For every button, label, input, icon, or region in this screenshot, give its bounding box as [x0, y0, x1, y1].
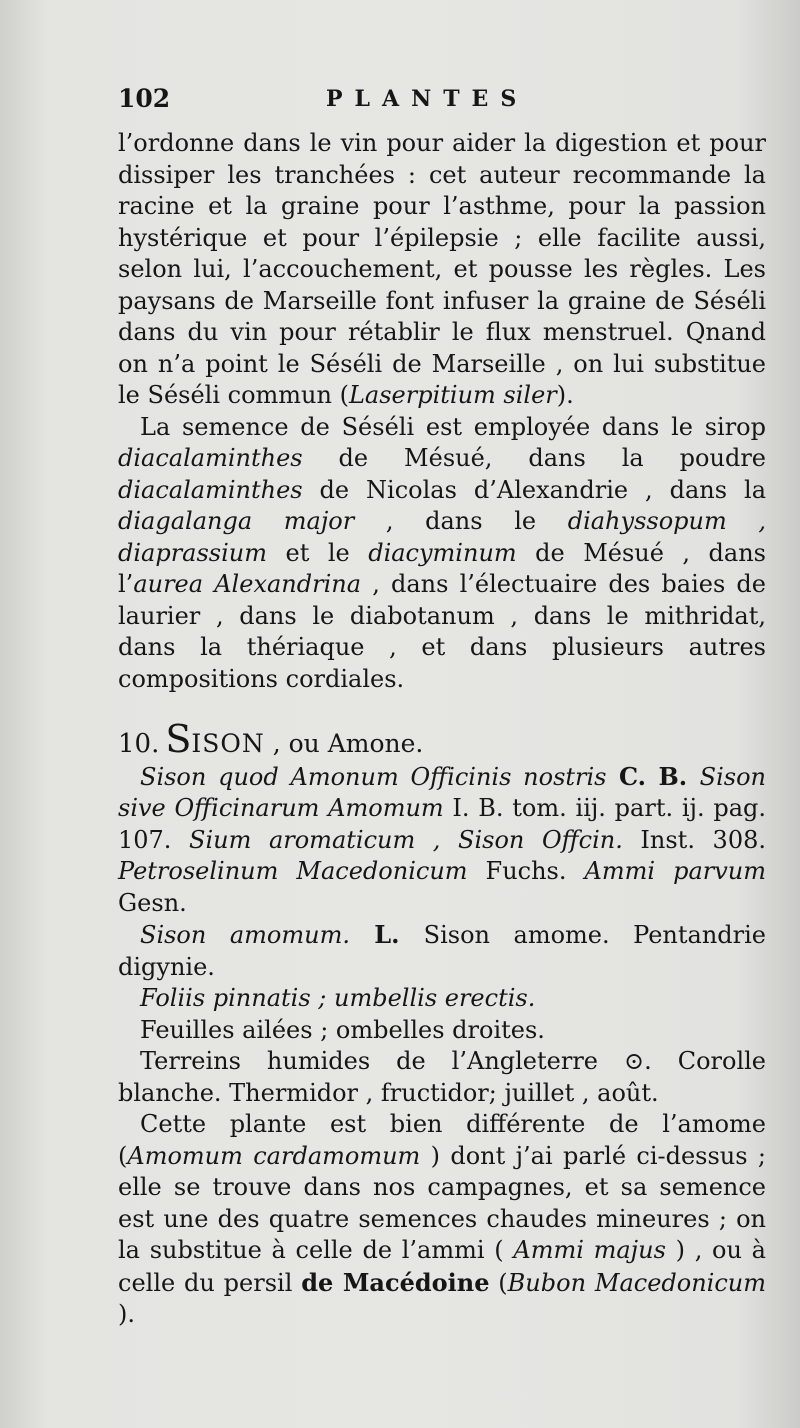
drop-initial: S [165, 717, 192, 761]
body-text [118, 128, 766, 1331]
page-header [118, 84, 758, 120]
section-gap [118, 695, 766, 727]
synonyms-paragraph: Sison quod Amonum Officinis nostris C. B. Sison sive Officinarum Amomum I. B. tom. iij. part. ij. pag. 107. Sium aromaticum , Sison Offcin. Inst. 308. Petroselinum Macedonicum Fuchs. Ammi parvum Gesn. [118, 761, 766, 917]
running-title: PLANTES [326, 86, 529, 112]
section-name-tail: , ou Amone. [264, 729, 424, 758]
final-paragraph: Cette plante est bien différente de l’amome (Amomum cardamomum ) dont j’ai parlé ci-dessus ; elle se trouve dans nos campagnes, et sa semence est une des quatre semences chaudes mineures ; on la substitue à celle de l’ammi ( Ammi majus ) , ou à celle du persil de Macédoine (Bubon Macedonicum ). [118, 1110, 766, 1328]
section-number: 10. [118, 729, 160, 759]
paragraph-seseli-compositions: La semence de Séséli est employée dans le sirop diacalaminthes de Mésué, dans la poudre diacalaminthes de Nicolas d’Alexandrie , dans la diagalanga major , dans le diahyssopum , diaprassium et le diacyminum de Mésué , dans l’aurea Alexandrina , dans l’électuaire des baies de laurier , dans le diabotanum , dans le mithridat, dans la thériaque , et dans plusieurs autres compositions cordiales. [118, 412, 766, 693]
habitat-paragraph: Terreins humides de l’Angleterre ⊙. Corolle blanche. Thermidor , fructidor; juillet , août. [118, 1047, 766, 1107]
latin-description: Foliis pinnatis ; umbellis erectis. [140, 984, 536, 1012]
section-name: ISON [191, 729, 265, 758]
paragraph-seseli-uses: l’ordonne dans le vin pour aider la digestion et pour dissiper les tranchées : cet auteur recommande la racine et la graine pour l’asthme, pour la passion hystérique et pour l’épilepsie ; elle facilite aussi, selon lui, l’accouchement, et pousse les règles. Les paysans de Marseille font infuser la graine de Séséli dans du vin pour rétablir le flux menstruel. Qnand on n’a point le Séséli de Marseille , on lui substitue le Séséli commun (Laserpitium siler). [118, 129, 766, 409]
page-number: 102 [118, 84, 171, 113]
french-description: Feuilles ailées ; ombelles droites. [140, 1015, 545, 1044]
section-heading [118, 717, 766, 761]
linnaean-name: Sison amomum. L. Sison amome. Pentandrie digynie. [118, 920, 766, 981]
